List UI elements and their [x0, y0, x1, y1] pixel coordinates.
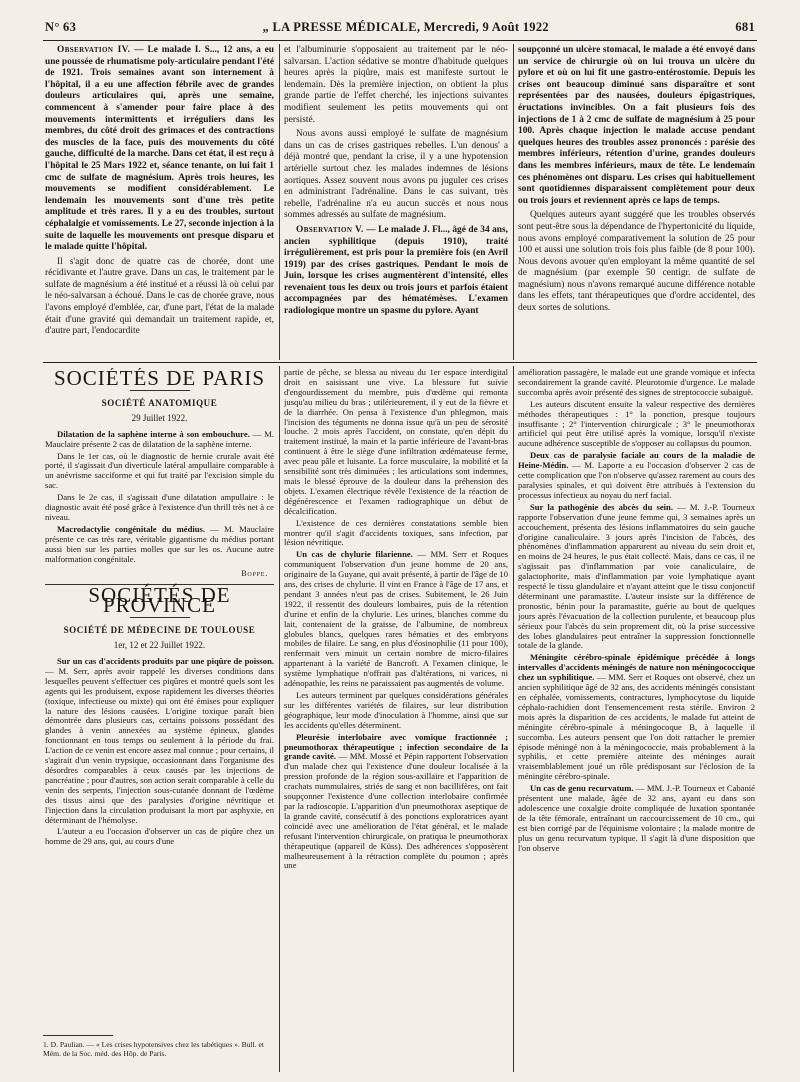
lower-right-column [518, 368, 755, 1073]
page-header [45, 20, 755, 38]
footnote-text: 1. D. Paulian. — « Les crises hypotensives chez les tabétiques ». Bull. et Mém. de la Soc. méd. des Hôp. de Paris. [43, 1040, 265, 1058]
abces-sein-entry: Sur la pathogénie des abcès du sein. — M. J.-P. Tourneux rapporte l'observation d'une jeune femme qui, 3 semaines après un accouchement, présenta des lésions inflammatoires du sein gauche d'origine canaliculaire. 3 jours après l'incision de l'abcès, des phénomènes d'inflammation apparurent au niveau du sein droit et, en moins de 24 heures, le pus était collecté. Mais, dans ce cas, il ne s'agissait pas d'inflammation par voie canaliculaire, de galactophorite, mais d'inflammation par voie lymphatique ayant respecté le tissu glandulaire et n'ayant atteint que le tissu conjonctif déterminant une paramastite. L'auteur insiste sur la différence de pronostic, bénin pour la paramastite, guérie au bout de quelques jours après l'évacuation de la collection purulente, et beaucoup plus sérieux pour l'abcès du sein proprement dit, où la prise successive des lobes glandulaires peut entraîner la suppression fonctionnelle totale de la glande. [518, 501, 755, 651]
page-number: 681 [735, 20, 755, 34]
lower-middle-column [284, 368, 508, 1073]
dilatation-entry: Dilatation de la saphène interne à son embouchure. — M. Mauclaire présente 2 cas de dilatation de la saphène interne. [45, 428, 274, 449]
meningite-entry: Méningite cérébro-spinale épidémique précédée à longs intervalles d'accidents méningés de nature non méningococcique chez un syphilitique. — MM. Serr et Roques ont observé, chez un ancien syphilitique âgé de 32 ans, des accidents méningés consistant en céphalée, vomissements, contractures, lymphocytose du liquide céphalo-rachidien dont l'ensemencement resta stérile. Environ 2 mois après la disparition de ces accidents, le malade fut atteint de méningite cérébro-spinale à méningocoque B, à laquelle il succomba. Les auteurs pensent que l'on doit rattacher le premier épisode méningé non à la méningococcie, mais probablement à la syphilis, et cette première atteinte des méninges aurait vraisemblablement joué un rôle prédisposant sur l'éclosion de la méningite cérébro-spinale. [518, 652, 755, 782]
genu-recurvatum-entry: Un cas de genu recurvatum. — MM. J.-P. Tourneux et Cabanié présentent une malade, âgée de 32 ans, ayant eu dans son adolescence une coxalgie droite compliquée de luxation spontanée de la tête fémorale, entraînant un raccourcissement de 10 cm., qui est bien corrigé par de l'équinisme volontaire ; la malade montre de plus un genu recurvatum typique. Il s'agit là d'une disposition que l'on observe [518, 783, 755, 853]
section-rule [43, 362, 757, 363]
divider [130, 390, 190, 391]
session-date: 1er, 12 et 22 Juillet 1922. [113, 640, 206, 651]
paragraph: L'auteur a eu l'occasion d'observer un cas de piqûre chez un homme de 29 ans, qui, au cours d'une [45, 826, 274, 847]
paragraph: Nous avons aussi employé le sulfate de magnésium dans un cas de crises gastriques rebelles. L'un denous' a déjà montré que, pendant la crise, il y a une hypotension artérielle surtout chez les malades indemnes de lésions aortiques. Assez souvent nous avons pu juguler ces crises en administrant l'adrénaline. Dans le cas suivant, très rebelle, l'adrénaline n'a eu aucun succès et nous nous sommes adressés au sulfate de magnésium. [284, 129, 508, 221]
divider [130, 617, 190, 618]
chylurie-entry: Un cas de chylurie filarienne. — MM. Serr et Roques communiquent l'observation d'un jeune homme de 20 ans, originaire de la Guyane, qui avait présenté, à partir de l'âge de 10 ans, des crises de chylurie. Il vint en France à l'âge de 17 ans, et pendant 3 années n'eut pas de crises. Subitement, le 26 Juin 1922, il ressentit des douleurs lombaires, puis de la rétention d'urine et enfin de la chylurie. Les urines, blanches comme du lait, contenaient de la graisse, de l'albumine, de nombreux globules blancs, quelques rares hématies et des embryons mobiles de filaire. Le sang, en plus d'éosinophilie (11 pour 100), renfermait vers minuit un certain nombre de micro-filaires appartenant à la variété de Bancroft. A l'examen clinique, le système lymphatique n'offrait pas d'altérations, ni varices, ni adénopathie, les reins ne paraissaient pas augmentés de volume. [284, 549, 508, 689]
paragraph: et l'albuminurie s'opposaient au traitement par le néo-salvarsan. L'action sédative se montre d'habitude quelques heures après la piqûre, mais est manifeste surtout le lendemain. Dès la première injection, on obtient la plus grande partie de l'effet cherché, les injections suivantes modifient seulement les petits mouvements qui ont persisté. [284, 45, 508, 125]
paragraph: partie de pêche, se blessa au niveau du 1er espace interdigital droit en saisissant une vive. La blessure fut suivie d'engourdissement du membre, puis d'œdème qui remonta jusqu'au milieu du bras ; utilérieurement, il y eut de la fièvre et de la diarrhée. On pensa à l'existence d'un phlegmon, mais l'incision des téguments ne donna issue qu'à un peu de sérosité louche. 2 mois après l'accident, on constate, qu'en dépit du traitement institué, la main et la partie inférieure de l'avant-bras continuent à être le siège d'une infiltration œdémateuse ferme, avec peau pâle et luisante. La force musculaire, la mobilité et la sensibilité sont très diminuées ; les articulations sont indemnes, mais le blessé éprouve de la douleur dans la préhension des objets. L'examen électrique révèle l'existence de la réaction de dégénérescence et l'examen radiographique un début de décalcification. [284, 368, 508, 516]
paragraph: Quelques auteurs ayant suggéré que les troubles observés sont peut-être sous la dépendance de l'hypertonicité du liquide, nous avons employé comparativement la solution de 25 pour 100 et aussi une solution trois fois plus faible (de 8 pour 100). Nous devons avouer qu'en employant la même quantité de sel de magnésium (par exemple 50 centigr. de sulfate de magnésium) nous n'avons remarqué aucune différence notable dans les effets, tant thérapeutiques que d'ordre accidentel, des deux sortes de solutions. [518, 210, 755, 314]
paragraph: Les auteurs discutent ensuite la valeur respective des dernières méthodes thérapeutiques : 1° la ponction, presque toujours insuffisante ; 2° l'intervention chirurgicale ; 3° le pneumothorax artificiel qui peut être utilisé après la vomique, lorsqu'il n'existe aucune adhérence susceptible de s'opposer au collapsus du poumon. [518, 398, 755, 449]
column-divider [279, 44, 280, 360]
paragraph: Les auteurs terminent par quelques considérations générales sur les différentes variétés de filaires, sur leur distribution géographique, leur mode d'inoculation à l'homme, ainsi que sur les accidents qu'elles déterminent. [284, 690, 508, 730]
societes-de-paris-heading: SOCIÉTÉS DE PARIS [53, 368, 266, 390]
paragraph: amélioration passagère, le malade eut une grande vomique et infecta secondairement la grande cavité. Pleurotomie d'urgence. Le malade succomba après avoir présenté des signes de streptococcie subaiguë. [518, 368, 755, 397]
column-divider [513, 366, 514, 1072]
paragraph: Il s'agit donc de quatre cas de chorée, dont une récidivante et l'autre grave. Dans un cas, le traitement par le sulfate de magnésium a été institué et a réussi là où celui par le néo-salvarsan a échoué. Dans le cas de chorée grave, nous l'avons employé d'emblée, car, d'une part, l'état de la malade était d'une gravité qui demandait un traitement rapide, et, d'autre part, l'endocardite [45, 256, 274, 337]
paragraph: L'existence de ces dernières constatations semble bien montrer qu'il s'agit d'accidents toxiques, sans infection, par lésion névritique. [284, 517, 508, 548]
journal-title: „ LA PRESSE MÉDICALE, Mercredi, 9 Août 1922 [262, 20, 549, 34]
footnote-rule [43, 1035, 113, 1036]
top-column-2 [284, 45, 508, 357]
accidents-entry: Sur un cas d'accidents produits par une piqûre de poisson. — M. Serr, après avoir rappelé les diverses conditions dans lesquelles peuvent s'effectuer ces piqûres et montré quels sont les agents qui les produisent, expose rapidement les diverses théories (toxique, infectieuse ou mixte) qui ont été émises pour expliquer la nature des lésions causées. L'origine toxique paraît bien démontrée dans plusieurs cas, certains poissons possédant des glandes à venin annexées au système épineux, glandes fonctionnant en tous temps ou seulement à la période du frai. L'action de ce venin est encore assez mal connue ; pour certains, il s'agirait d'un venin trypsique, occasionnant dans l'organisme des désordres comparables à ceux causés par les injections de pancréatine ; pour d'autres, son action serait comparable à celle du venin des serpents, l'injection sous-cutanée donnant de l'œdème des tissus ainsi que des paralysies d'origine névritique et l'injection dans la circulation produisant la mort par asphyxie, en déterminant de l'hémolyse. [45, 656, 274, 825]
author-signature: Boppe. [241, 568, 268, 578]
issue-number: N° 63 [45, 20, 77, 34]
column-divider [513, 44, 514, 360]
footnote [43, 1035, 271, 1058]
observation-v: Observation V. — Le malade J. Fl..., âgé de 34 ans, ancien syphilitique (depuis 1910), traité irrégulièrement, est pris pour la première fois (en Avril 1919) par des crises gastriques. Pendant le mois de Juin, lorsque les crises augmentèrent d'intensité, elles revenaient tous les deux ou trois jours et parfois étaient accompagnées par des hématémèses. L'examen radiologique montre un spasme du pylore. Ayant [284, 224, 508, 317]
column-divider [279, 366, 280, 1072]
session-date: 29 Juillet 1922. [131, 412, 188, 423]
societe-anatomique-heading: SOCIÉTÉ ANATOMIQUE [101, 397, 218, 408]
macrodactylie-entry: Macrodactylie congénitale du médius. — M. Mauclaire présente ce cas très rare, véritable gigantisme du médius portant aussi bien sur les parties molles que sur les os. Aucune autre malformation congénitale. [45, 523, 274, 564]
societe-toulouse-heading: SOCIÉTÉ DE MÉDECINE DE TOULOUSE [63, 625, 256, 636]
paragraph: Dans le 2e cas, il s'agissait d'une dilatation ampullaire : le diagnostic avait été posé grâce à l'existence d'un thrill très net à ce niveau. [45, 492, 274, 522]
societes-de-province-heading: SOCIÉTÉS DE PROVINCE [88, 583, 231, 618]
lower-left-column [45, 368, 274, 1033]
pleuresie-entry: Pleurésie interlobaire avec vomique fractionnée ; pneumothorax thérapeutique ; infection secondaire de la grande cavité. — MM. Mossé et Pépin rapportent l'observation d'un malade chez qui l'existence d'une douleur localisée à la pression profonde de la région sous-axillaire et l'apparition de crachats nummulaires, striés de sang et non bacillifères, ont fait soupçonner l'existence d'une collection interlobaire confirmée par la radioscopie. L'apparition d'un pneumothorax aseptique de la grande cavité, consécutif à des ponctions exploratrices ayant coïncidé avec une amélioration de l'état général, et le malade refusant l'intervention chirurgicale, on pratiqua le pneumothorax thérapeutique (appareil de Küss). Des adhérences s'opposèrent malheureusement à la rétraction complète du poumon ; après une [284, 731, 508, 871]
top-column-1 [45, 45, 274, 357]
paragraph: Dans le 1er cas, où le diagnostic de hernie crurale avait été porté, il s'agissait d'un diverticule latéral ampullaire comparable à un anévrisme sacciforme et qui fut traité par l'excision simple du sac. [45, 450, 274, 491]
observation-iv: Observation IV. — Le malade I. S..., 12 ans, a eu une poussée de rhumatisme poly-articulaire pendant l'été de 1921. Trois semaines avant son internement à l'hôpital, il a eu une affection fébrile avec de grandes douleurs articulaires qui, après une semaine, commencent à s'amender pour faire place à des mouvements intermittents et irréguliers dans les membres, du côté droit des grimaces et des contractions des muscles de la face, puis des mouvements du côté gauche, difficulté de la marche. Dans cet état, il est reçu à l'hôpital le 25 Mars 1922 et, séance tenante, on lui fait 1 cmc de sulfate de magnésium. Après trois heures, les mouvements se modifient considérablement. Le lendemain les mouvements sont d'une très petite amplitude et très rares. Il y a eu des troubles, surtout céphalalgie et vomissements. Le 27, seconde injection à la suite de laquelle les mouvements ont presque disparu et le malade quitte l'hôpital. [45, 45, 274, 253]
top-column-3 [518, 45, 755, 357]
paralysie-faciale-entry: Deux cas de paralysie faciale au cours de la maladie de Heine-Médin. — M. Laporte a eu l'occasion d'observer 2 cas de cette complication que l'on n'observe qu'assez rarement au cours des paralysies spinales, et qui doivent être attribués à l'extension du processus infectieux au noyau du nerf facial. [518, 450, 755, 500]
header-rule [43, 40, 757, 41]
paragraph: soupçonné un ulcère stomacal, le malade a été envoyé dans un service de chirurgie où on lui trouva un ulcère du pylore et où on lui fit une gastro-entérostomie. Depuis les crises ont beaucoup diminué sans disparaître et sont représentées par des nausées, douleurs épigastriques, éructations invincibles. On a fait plusieurs fois des injections de 1 à 2 cmc de sulfate de magnésium à 25 pour 100. Après chaque injection le malade accuse pendant quelques heures des troubles assez prononcés : parésie des membres inférieurs, rétention d'urine, grandes douleurs dans les membres inférieurs, maux de tête. Le lendemain ces phénomènes ont disparu. Les crises qui habituellement sont quotidiennes disparaissent complètement pour deux ou trois jours et reviennent après ce laps de temps. [518, 45, 755, 206]
